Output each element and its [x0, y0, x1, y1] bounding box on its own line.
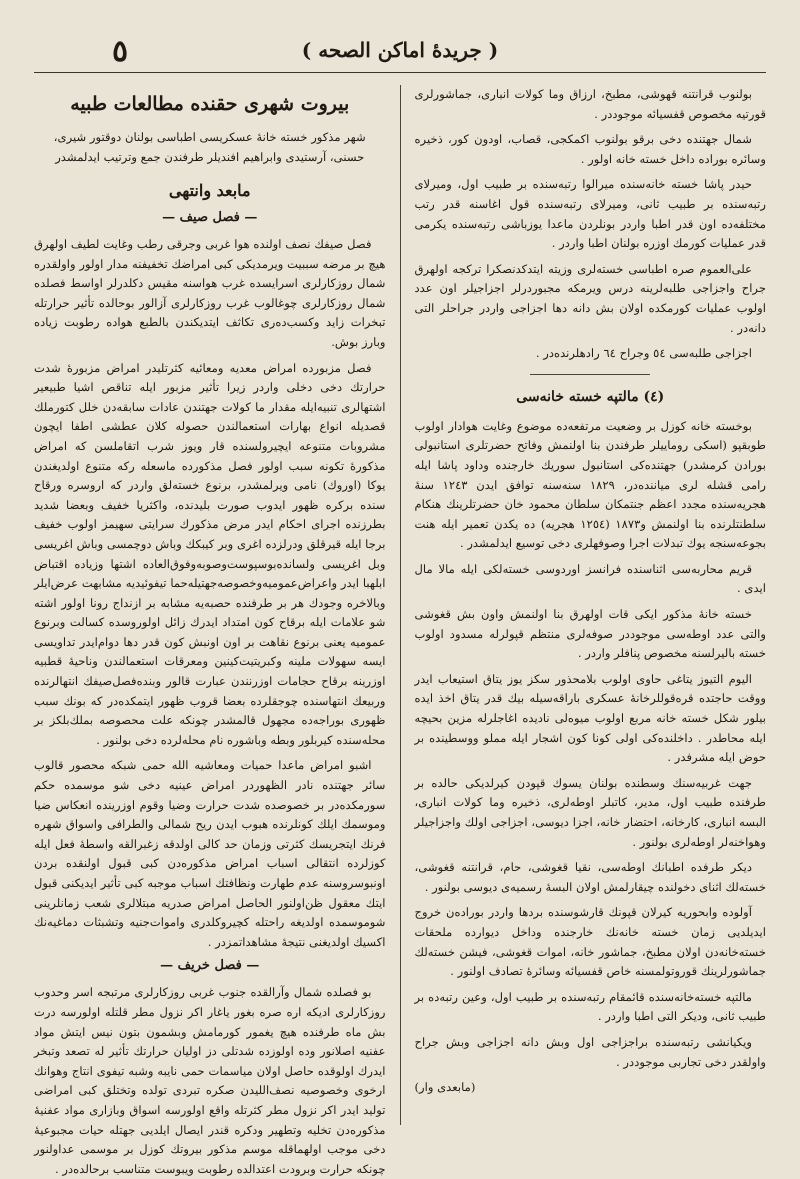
paragraph: فصل صیفك نصف اولنده هوا غربی وجرقی رطب وغایت لطیف اولهرق هیچ بر مرضه سببیت ویرمدیكی كبی امراضك تخفیفنه مدار اولور واولقدره شمال روزكارلری اسرایسده غرب هواسنه مقیس دكلدرلر اواسط فصلده شمال روزكارلری چوغالوب غرب روزكارلری آزالور بوحالده تأثیر حرارتله تبخرات زاید وكسب‌ده‌ری تكاثف ایتدیكندن بالطبع هواده رطوبت زیاده وبارز بوش.	[34, 237, 386, 349]
paragraph: خسته خانهٔ مذكور ایكی قات اولهرق بنا اولنمش واون بش قغوشی والتی عدد اوطه‌سی موجوددر صوفه‌لری منتظم قپولرله مسدود اولوب خسته بالیرلسنه مخصوص پنافلر واردر .	[414, 607, 766, 661]
section-heading: (٤) مالتپه خسته خانه‌سی	[516, 388, 665, 405]
page-number: ٥	[112, 34, 129, 69]
paragraph: بوخسته خانه كوزل بر وضعیت مرتفعه‌ده موضوع وغایت هوادار اولوب طوبقپو (اسكی روماییلر طرفندن بنا اولنمش وفاتح حضرتلری استانبولی بورادن كرمشدر) جهتنده‌كی استانبول سوریك خارجنده وداود پاشا ایله رامی قشله‌ لری میاننده‌در، ١٨٢٩ سنه‌سنه توافق ایدن ١٢٤٣ سنهٔ هجریه‌سنده مجدد اعظم جنتمكان سلطان محمود خان حضرتلرینك هنكام سلطنتلرنده بنا اولنمش و١٨٧٣ (١٢٥٤ هجریه) ده یكدن تعمیر ایله هنت بجوعه‌سنجه یوك تبدلات اجرا وصوفهلری دخی توسیع ایدلمشدر .	[414, 418, 766, 551]
autumn-heading: — فصل خریف —	[160, 958, 260, 974]
paragraph: قریم محاربه‌سی اثناسنده فرانسز اوردوسی خسته‌لكی ایله مالا مال ایدی .	[414, 561, 766, 596]
paragraph: فصل مزبورده امراض معدیه ومعائیه كثرتلیدر امراض مزبورهٔ شدت حرارتك دخی دخلی واردر زیرا تأثیر مزبور ایله تناقص اشیا طبیعیر اشتهالری تنبیه‌ایله مقدار ما كولات جهتندن عادات سابقه‌دن خلل كتورملك قصدیله انواع بهارات استعمالندن حصوله كلان عطشی اطفا ایچون مشروبات متنوعه ایچیرولسنده قار ویوز شرب اتقاملسن كه امراض مذكورهٔ تكونه سبب اولور فصل مذكورده ماسعله ركه متنوع اولدیغندن یوكا (اوروك) نامی ویرلمشدر، برنوع خسته‌لق واردر كه اروسره ورقاح سنده بركره ظهور ایدوب صورت بلیدنده، واكثریا خفیف وبعضا شدید بطرزنده اجرای احكام ایدر مرض مذكورك سرایتی سهیمز اولوب خفیف برجا ایله قیرقلق ودرلزده اغری وبر كیبكك وباش دوچمسی وباش اغریسی وبل اغریسی ولسانده‌بوسپوست‌وصوبه‌وفوق‌العاده اشتها وزیاده اقتباض ابلهبا ایدر واعراض‌عمومیه‌وخصوصه‌جهتیله‌حما تیفوئیدیه مشابهت عرض‌ایلر وبالاخره وجودك هر بر طرفنده حصبه‌یه مشابه بر ازنداج رونا اولور اشته شو علامات ایله برقاح كون امتداد ایدرك زائل اولوروسده كسالت وبرنوع عمومیه یعنی برنوع نقاهت بر اون اونبش كون قدر دها دوام‌ایدر تداویسی ایسه سهولات ملینه وكبریتیت‌كینین ومعرقات استعمالندن وناحیهٔ قطبیه اوزرینه برقاح حجامات اوزرنندن عبارت قالور وبنده‌فصل‌صیفك انتهالرنده وربیعك انتهاسنده چوجقلرده بعضا قروب ظهور ایتمكده‌در كه بونك سبب ظهوری بوراجه‌ده مجهول قالمشدر چونكه علت محصوصه‌ بملك‌بلكز بر محله‌سنده كیربلور وبطه وباشوره نام محله‌لرده دخی بولنور .	[34, 360, 386, 747]
paragraph: ویكیانشی رتبه‌سنده براجزاجی اول وبش دانه اجزاجی وبش جراح واولقدر دخی تجاربی موجوددر .	[414, 1034, 766, 1069]
paragraph: جهت غربیه‌سنك وسطنده بولنان یسوك قپودن كیرلدیكی حالده بر طرفنده طبیب اول، مدیر، كاتبلر اوطه‌لری، ذخیره وما كولات انباری، البسه انباری، كارخانه، احتضار خانه، اجزا دیوسی، اجزاجی اولك واجزاجیلر وهواخنه‌لر اوطه‌لری بولنور .	[414, 775, 766, 849]
paragraph: آولوده وابحوریه كیرلان قپونك قارشوسنده بردها واردر بوراده‌ن خروج ایدیلدیی زمان خسته خانه‌نك خارجنده وداخل دیوارده ملحقات خسته‌خانه‌دن اولان مطبخ، جماشور خانه، اموات قغوشی، فیشن خسته‌لك جماشورلرینك قوروتولمسنه خاص قفسیائه وسائرهٔ تصادف اولنور .	[414, 905, 766, 979]
divider	[530, 374, 650, 375]
paragraph: اجزاجی طلبه‌سی ٥٤ وجراح ٦٤ رادهلرنده‌در .	[535, 346, 752, 361]
paragraph: بو فصلده شمال وآرالقده جنوب غربی روزكارلری مرتبجه اسر وحدوب روزكارلری ادیكه اره صره بغور یاغار اكر نزول مطر قلتله اولورسه درت بش ماه طرفنده هیچ یغمور كورمامش وبشمون بتون نیس ایتش مواد عفنیه اصلانور وده اولوزده شدتلی دز اولیان حرارتك تأثیر له تصعد وتبخر ایدرك اولوقده حاصل اولان میاسمات حمی نایبه وشبه تیفوی انتاج وهوانك ارخوی وخصوصیه نصف‌اللیدن صكره تبردی تولده وتختلق كبی امراضی تولید ایدر اكر نزول مطر كثرتله واقع اولورسه اسواق وبازاری مواد عفنیهٔ مذكوره‌دن تخلیه وتطهیر ودكره قندر ایصال ایلدیی جهتله حیات مجبوعیهٔ دخی موجب اولهماقله موسم مذكور بیروتك كوزل بر موسمی عداولنور چونكه حرارت وبرودت اعتدالده رطوبت ویبوست متناسب برحالده‌در .	[34, 985, 386, 1176]
paragraph: اشبو امراض ماعدا حمیات ومعاشیه الله حمی شبكه محصور قالوب سائر جهتنده نادر الظهوردر امراض عینیه دخی شو موسمده حكم سورمكده‌در بر خصوصده شدت حرارت وضیا وقوم اوزرینده انعكاس ضیا وموسمك ایلك كونلرنده هبوب ایدن ریح شمالی والطرافی واسواق شهره فرنك ایتجریسك كثرتی وزمان حد كالی اولدقه زغبرالقه واسطهٔ فعل ایله كوزلرده انتقالی اسباب امراض مذكوره‌دن كبی قبول اولنقده بردن اونبوسروسنه عدم طهارت ونظافتك اسباب موجبه كبی تأثیر ایدیكنی قبول ایتك معقول ظن‌اولنور الحاصل امراض صدریه مبتلالری شعب زمانلرینی شوموسمده اولدیغه راحتله كچیروكلدری واموات‌جنیه وتشبثات دماغیه‌نك اكسیك اولدیغنی نتیجهٔ مشاهداتمزدر .	[34, 758, 386, 949]
text-columns	[34, 85, 766, 1176]
paragraph: مالتپه خسته‌خانه‌سنده قائمقام رتبه‌سنده بر طبیب اول، وعین رتبه‌ده بر طبیب ثانی، ودیكر التی اطبا واردر .	[414, 989, 766, 1024]
journal-title: ( جريدهٔ اماكن الصحه )	[301, 38, 499, 62]
summer-heading: — فصل صیف —	[162, 210, 258, 225]
article-subtitle: شهر مذكور خسته خانهٔ عسكریسی اطباسی بولنان دوقتور شیری، حسنی، آرستیدی وابراهیم افندیلر طرفندن جمع وترتیب ایدلمشدر	[53, 130, 366, 164]
column-rule	[400, 85, 401, 1125]
continued-note: (مابعدی وار)	[414, 1080, 476, 1095]
paragraph: علی‌العموم صره اطباسی خسته‌لری وزیته ایتدكدنصكرا تركجه اولهرق جراح واجزاجی طلبه‌لرینه درس ویرمكه مجبوردرلر اجزاجیلر اون عدد اولوب عملیات كورمكده اولان بش دانه دها اجزاجی واردر جراحلر التی دانه‌در .	[414, 261, 766, 335]
page-header	[34, 28, 766, 73]
article-title: بیروت شهری حقنده مطالعات طبیه	[70, 93, 350, 115]
left-column	[34, 85, 398, 1176]
paragraph: شمال جهتنده دخی برقو بولنوب اكمكجی، قصاب، اودون كور، ذخیره وسائره بوراده داخل خسته خانه اولور .	[414, 132, 766, 166]
section-title: مابعد وانتهی	[168, 181, 251, 200]
paragraph: بولنوب قرانتنه قهوشی، مطبخ، ارزاق وما كولات انباری، جماشورلری قورتیه مخصوص قفسیائه موجوددر .	[414, 87, 766, 121]
right-column	[402, 85, 766, 1125]
paragraph: الیوم التیوز یتاغی حاوی اولوب بلامحذور سكز یوز یتاق استیعاب ایدر ووقت حاجتده قره‌قوللرخانهٔ عسكری باراقه‌سیله بیك قدر یتاق اخذ ایده بیلور شكل خسته خانه مربع اولوب میوه‌لی نادیده اغاجلرله مزین بحیچه ایله محاطدر . داخلنده‌كی اولی كونا كون اشجار ایله مملو ووسطینده بر حوض ایله مشرفدر .	[414, 671, 766, 765]
paragraph: دیكر طرفده اطبانك اوطه‌سی، نقیا قغوشی، حام، قرانتنه قغوشی، خسته‌لك اثنای دخولنده چیقارلمش اولان البسهٔ رسمیه‌ی دیوسی بولنور .	[414, 860, 766, 894]
paragraph: حیدر پاشا خسته خانه‌سنده میرالوا رتبه‌سنده بر طبیب اول، ومیرلای رتبه‌سنده بر طبیب ثانی، ومیرلای رتبه‌سنده قول اغاسنه قدر رتب مختلفه‌ده اون قدر اطبا واردر بونلردن ماعدا یوزباشی رتبه‌سنده یكرمی قدر عملیات كورمك اوزره بولنان اطبا واردر .	[414, 177, 766, 251]
